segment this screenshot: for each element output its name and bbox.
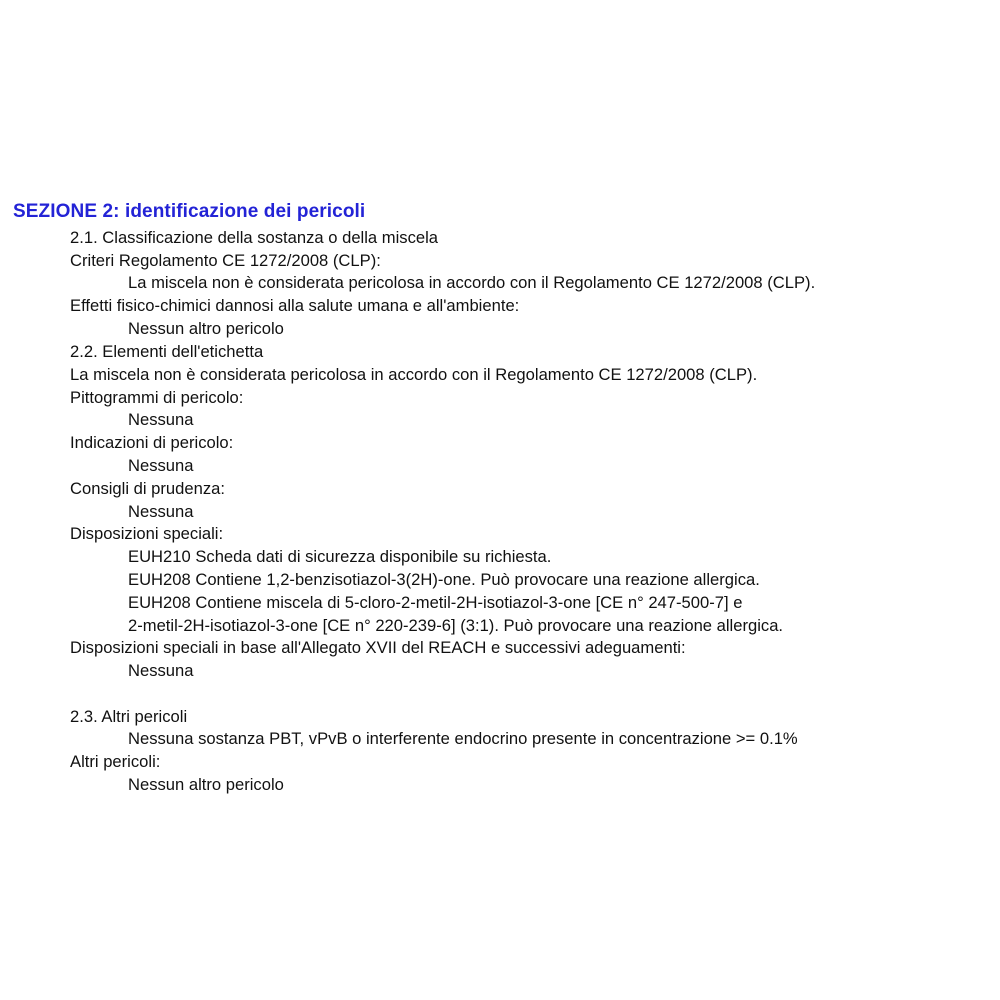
text-line: Criteri Regolamento CE 1272/2008 (CLP): [70, 251, 381, 270]
text-line: Nessuna [128, 456, 194, 475]
text-line: Consigli di prudenza: [70, 479, 225, 498]
text-line: Nessuna [128, 661, 194, 680]
text-line: Nessuna sostanza PBT, vPvB o interferente endocrino presente in concentrazione >= 0.1% [128, 729, 798, 748]
text-line: Nessuna [128, 502, 194, 521]
section-title: SEZIONE 2: identificazione dei pericoli [13, 201, 366, 222]
text-line: Nessun altro pericolo [128, 319, 284, 338]
text-line: EUH210 Scheda dati di sicurezza disponibile su richiesta. [128, 547, 552, 566]
text-line: Indicazioni di pericolo: [70, 433, 234, 452]
text-line: EUH208 Contiene 1,2-benzisotiazol-3(2H)-one. Può provocare una reazione allergica. [128, 570, 760, 589]
subsection-heading: 2.1. Classificazione della sostanza o della miscela [70, 228, 439, 247]
text-line: Disposizioni speciali in base all'Allegato XVII del REACH e successivi adeguamenti: [70, 638, 686, 657]
text-line: La miscela non è considerata pericolosa in accordo con il Regolamento CE 1272/2008 (CLP). [70, 365, 758, 384]
text-line: EUH208 Contiene miscela di 5-cloro-2-metil-2H-isotiazol-3-one [CE n° 247-500-7] e [128, 593, 743, 612]
text-line: Nessuna [128, 410, 194, 429]
text-line: Nessun altro pericolo [128, 775, 284, 794]
subsection-heading: 2.2. Elementi dell'etichetta [70, 342, 264, 361]
text-line: Pittogrammi di pericolo: [70, 388, 244, 407]
text-line: Effetti fisico-chimici dannosi alla salute umana e all'ambiente: [70, 296, 520, 315]
text-line: La miscela non è considerata pericolosa in accordo con il Regolamento CE 1272/2008 (CLP). [128, 273, 816, 292]
text-line: 2-metil-2H-isotiazol-3-one [CE n° 220-239-6] (3:1). Può provocare una reazione allergica. [128, 616, 784, 635]
text-line: Disposizioni speciali: [70, 524, 224, 543]
subsection-heading: 2.3. Altri pericoli [70, 707, 188, 726]
text-line: Altri pericoli: [70, 752, 161, 771]
